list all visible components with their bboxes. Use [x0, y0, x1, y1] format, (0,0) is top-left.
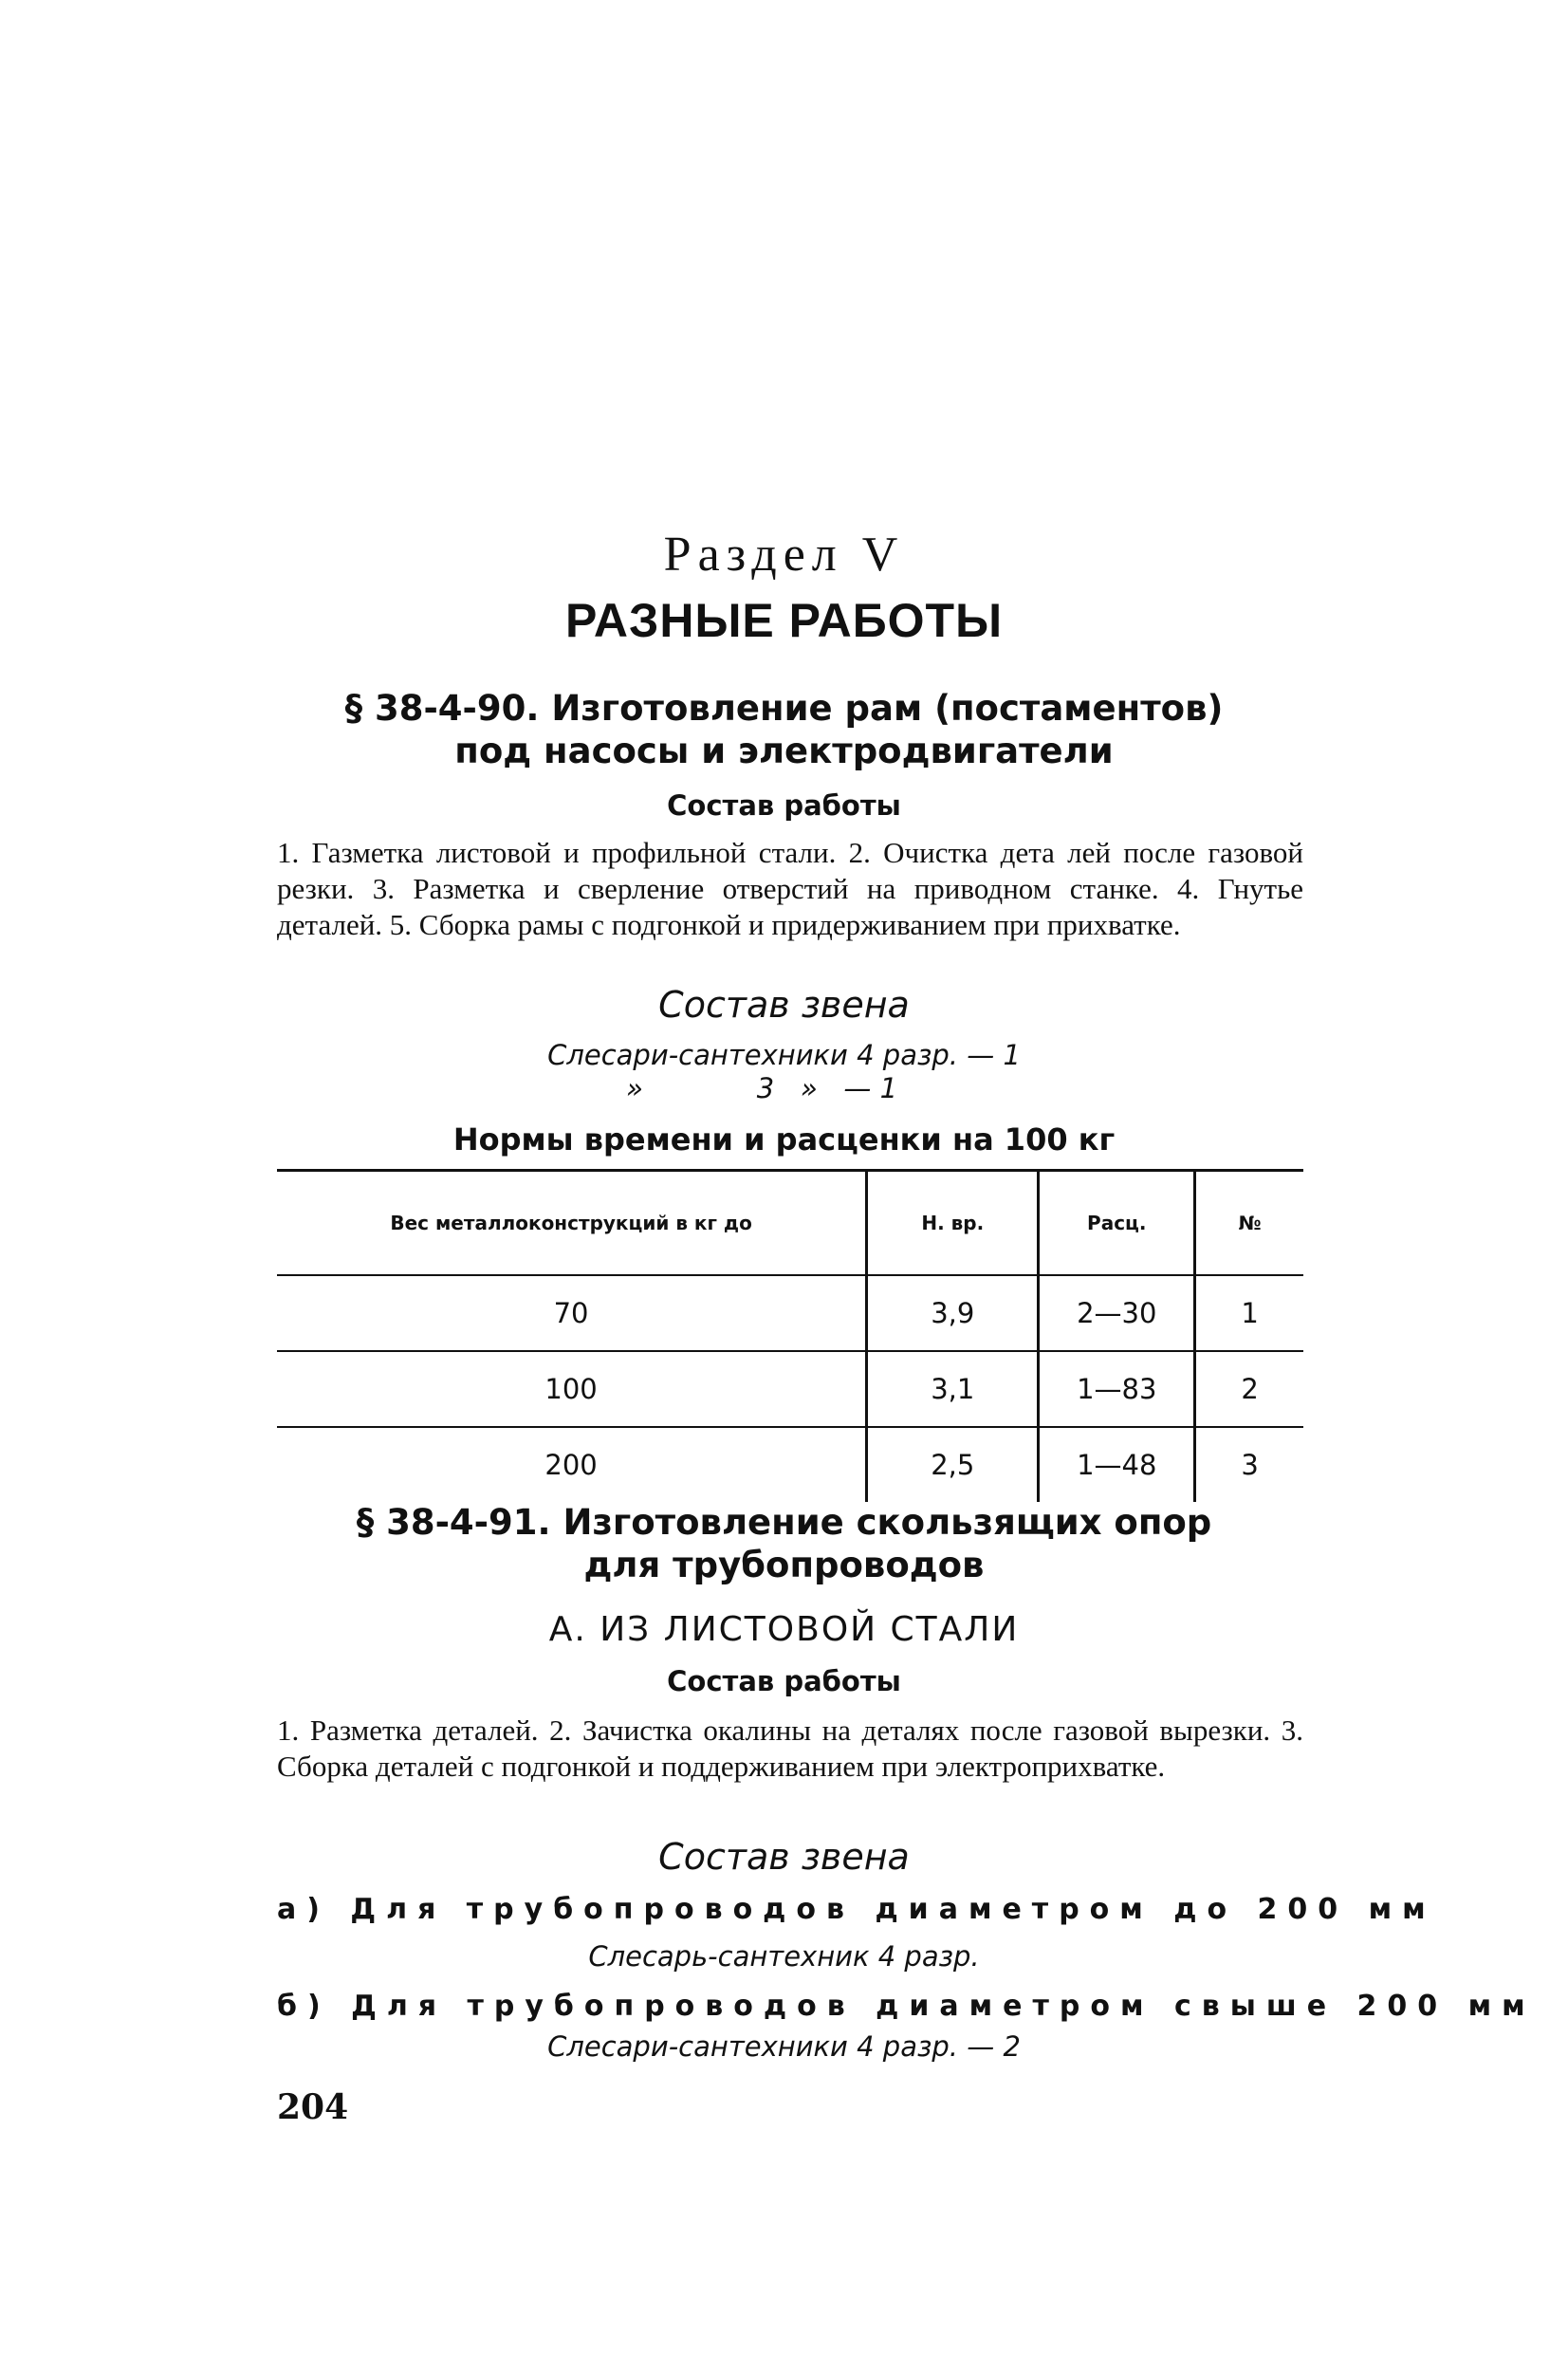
crew-line-1: Слесари-сантехники 4 разр. — 1 [547, 1039, 1021, 1071]
section-label: Раздел V [663, 528, 905, 582]
cell-weight: 100 [277, 1351, 867, 1427]
section-title: РАЗНЫЕ РАБОТЫ [564, 594, 1004, 647]
header-rate: Расц. [1039, 1171, 1195, 1276]
table-row [277, 1275, 1303, 1351]
cell-number: 2 [1195, 1351, 1303, 1427]
norms-heading: Нормы времени и расценки на 100 кг [452, 1121, 1116, 1158]
crew-composition-heading-2: Состав звена [658, 1836, 910, 1878]
cell-weight: 70 [277, 1275, 867, 1351]
header-number: № [1195, 1171, 1303, 1276]
subsection-a-heading: А. ИЗ ЛИСТОВОЙ СТАЛИ [548, 1610, 1020, 1649]
table-row [277, 1351, 1303, 1427]
cell-time-norm: 2,5 [867, 1427, 1039, 1502]
crew-case-a: а) Для трубопроводов диаметром до 200 мм [277, 1893, 1436, 1926]
cell-time-norm: 3,9 [867, 1275, 1039, 1351]
cell-number: 3 [1195, 1427, 1303, 1502]
paragraph-90-title-line1: § 38-4-90. Изготовление рам (постаментов) [344, 688, 1224, 729]
crew-case-b-detail: Слесари-сантехники 4 разр. — 2 [547, 2030, 1021, 2063]
work-composition-heading-2: Состав работы [667, 1665, 901, 1697]
cell-rate: 2—30 [1039, 1275, 1195, 1351]
paragraph-91-title-line2: для трубопроводов [583, 1545, 985, 1585]
crew-line-2: » 3 » — 1 [626, 1072, 898, 1104]
work-composition-text-2: 1. Разметка деталей. 2. Зачистка окалины на деталях после газовой вырезки. 3. Сборка деталей с подгонкой и поддерживанием при электроприхватке. [277, 1714, 1303, 1783]
table-header-row [277, 1171, 1303, 1276]
cell-time-norm: 3,1 [867, 1351, 1039, 1427]
cell-number: 1 [1195, 1275, 1303, 1351]
crew-composition-heading: Состав звена [658, 984, 910, 1026]
paragraph-91-title-line1: § 38-4-91. Изготовление скользящих опор [356, 1502, 1212, 1543]
crew-case-b: б) Для трубопроводов диаметром свыше 200 мм [277, 1990, 1536, 2023]
page-number: 204 [277, 2087, 349, 2127]
table-row [277, 1427, 1303, 1502]
paragraph-90-title-line2: под насосы и электродвигатели [454, 731, 1114, 771]
norms-table [277, 1169, 1303, 1502]
cell-rate: 1—48 [1039, 1427, 1195, 1502]
work-composition-heading: Состав работы [667, 789, 901, 822]
cell-rate: 1—83 [1039, 1351, 1195, 1427]
crew-case-a-detail: Слесарь-сантехник 4 разр. [588, 1940, 980, 1973]
header-time-norm: Н. вр. [867, 1171, 1039, 1276]
cell-weight: 200 [544, 1449, 598, 1481]
work-composition-text: 1. Газметка листовой и профильной стали. 2. Очистка дета лей после газовой резки. 3. Разметка и сверление отверстий на приводном станке. 4. Гнутье деталей. 5. Сборка рамы с подгонкой и придерживанием при прихватке. [277, 836, 1303, 941]
header-weight: Вес металлоконструкций в кг до [277, 1171, 867, 1276]
